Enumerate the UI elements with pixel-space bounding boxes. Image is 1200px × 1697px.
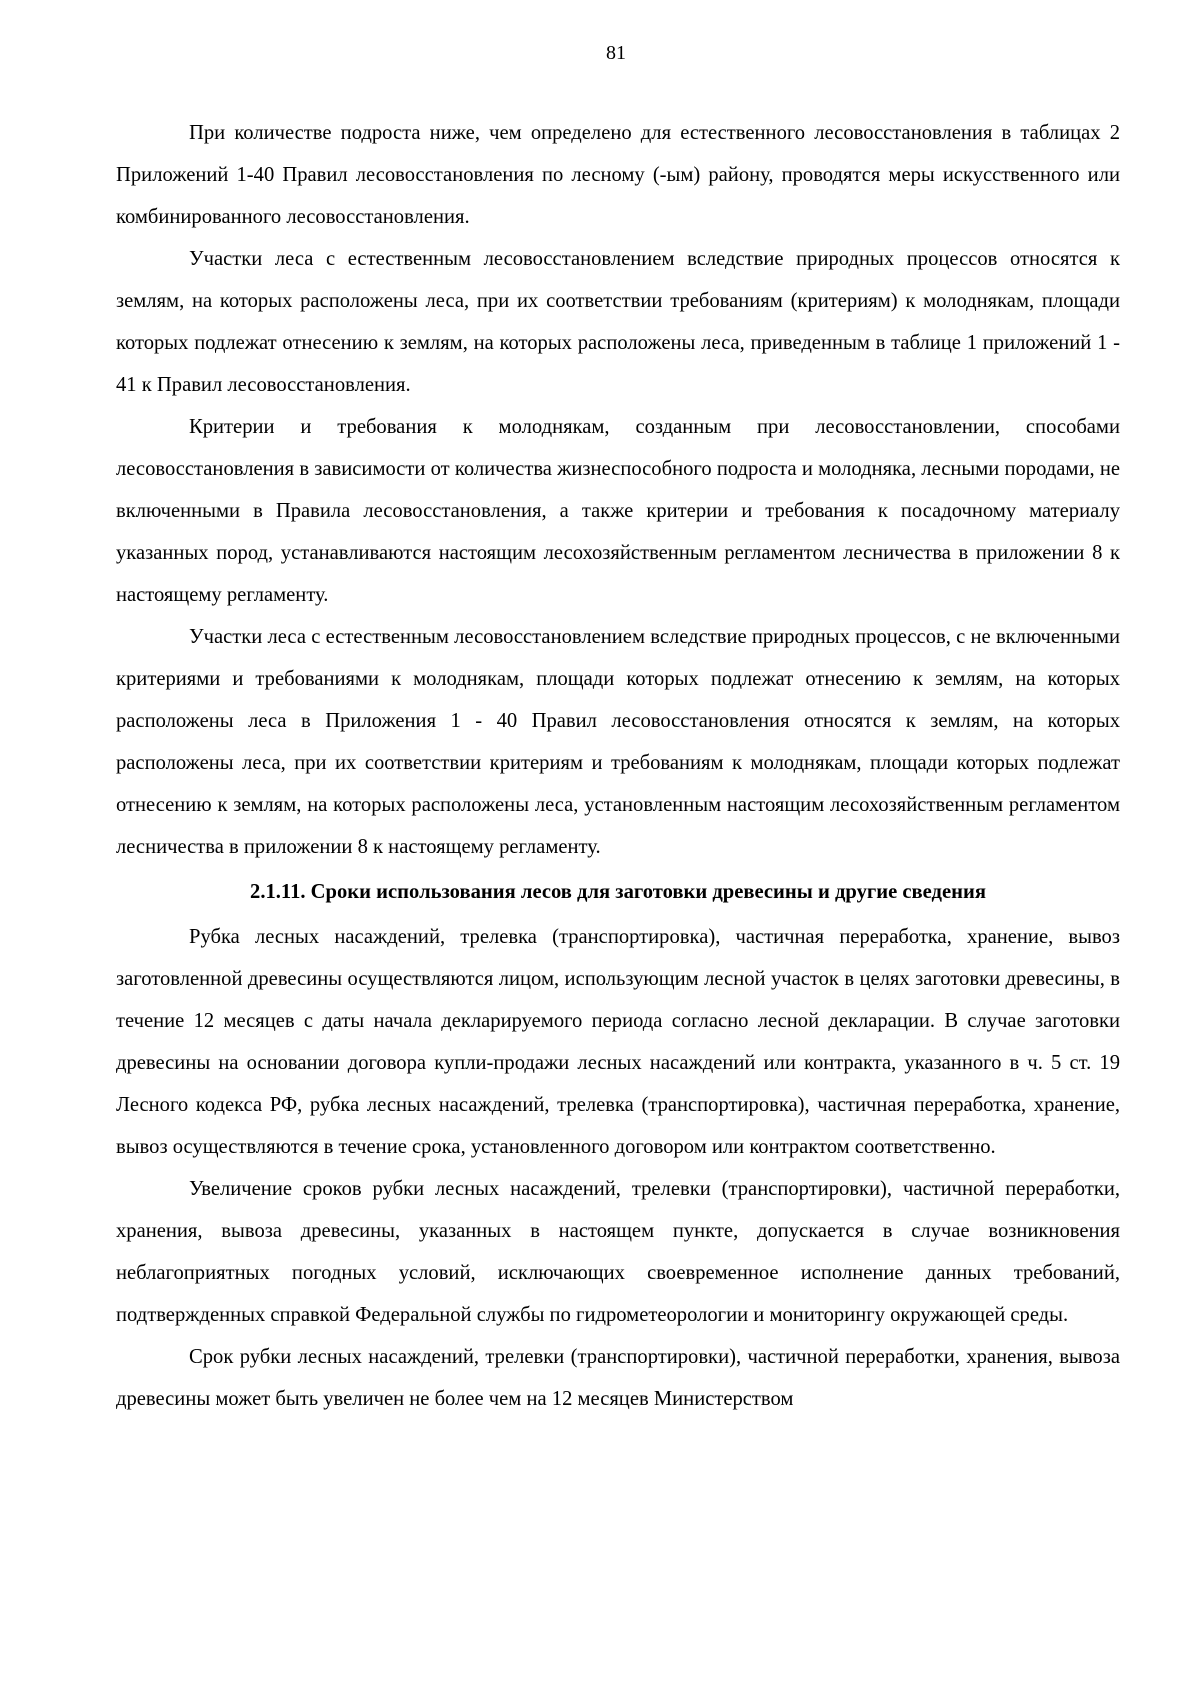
document-body [116, 112, 1120, 1420]
paragraph: Участки леса с естественным лесовосстановлением вследствие природных процессов, с не включенными критериями и требованиями к молоднякам, площади которых подлежат отнесению к землям, на которых расположены леса в Приложения 1 - 40 Правил лесовосстановления относятся к землям, на которых расположены леса, при их соответствии критериям и требованиям к молоднякам, площади которых подлежат отнесению к землям, на которых расположены леса, установленным настоящим лесохозяйственным регламентом лесничества в приложении 8 к настоящему регламенту. [116, 626, 1120, 858]
paragraph: Рубка лесных насаждений, трелевка (транспортировка), частичная переработка, хранение, вывоз заготовленной древесины осуществляются лицом, использующим лесной участок в целях заготовки древесины, в течение 12 месяцев с даты начала декларируемого периода согласно лесной декларации. В случае заготовки древесины на основании договора купли-продажи лесных насаждений или контракта, указанного в ч. 5 ст. 19 Лесного кодекса РФ, рубка лесных насаждений, трелевка (транспортировка), частичная переработка, хранение, вывоз осуществляются в течение срока, установленного договором или контрактом соответственно. [116, 926, 1120, 1158]
page-number: 81 [606, 42, 626, 64]
section-heading: 2.1.11. Сроки использования лесов для заготовки древесины и другие сведения [250, 881, 986, 903]
paragraph: Срок рубки лесных насаждений, трелевки (транспортировки), частичной переработки, хранения, вывоза древесины может быть увеличен не более чем на 12 месяцев Министерством [116, 1346, 1120, 1410]
paragraph: При количестве подроста ниже, чем определено для естественного лесовосстановления в таблицах 2 Приложений 1-40 Правил лесовосстановления по лесному (-ым) району, проводятся меры искусственного или комбинированного лесовосстановления. [116, 122, 1120, 228]
paragraph: Участки леса с естественным лесовосстановлением вследствие природных процессов относятся к землям, на которых расположены леса, при их соответствии требованиям (критериям) к молоднякам, площади которых подлежат отнесению к землям, на которых расположены леса, приведенным в таблице 1 приложений 1 - 41 к Правил лесовосстановления. [116, 248, 1120, 396]
paragraph: Критерии и требования к молоднякам, созданным при лесовосстановлении, способами лесовосстановления в зависимости от количества жизнеспособного подроста и молодняка, лесными породами, не включенными в Правила лесовосстановления, а также критерии и требования к посадочному материалу указанных пород, устанавливаются настоящим лесохозяйственным регламентом лесничества в приложении 8 к настоящему регламенту. [116, 416, 1120, 606]
paragraph: Увеличение сроков рубки лесных насаждений, трелевки (транспортировки), частичной переработки, хранения, вывоза древесины, указанных в настоящем пункте, допускается в случае возникновения неблагоприятных погодных условий, исключающих своевременное исполнение данных требований, подтвержденных справкой Федеральной службы по гидрометеорологии и мониторингу окружающей среды. [116, 1178, 1120, 1326]
